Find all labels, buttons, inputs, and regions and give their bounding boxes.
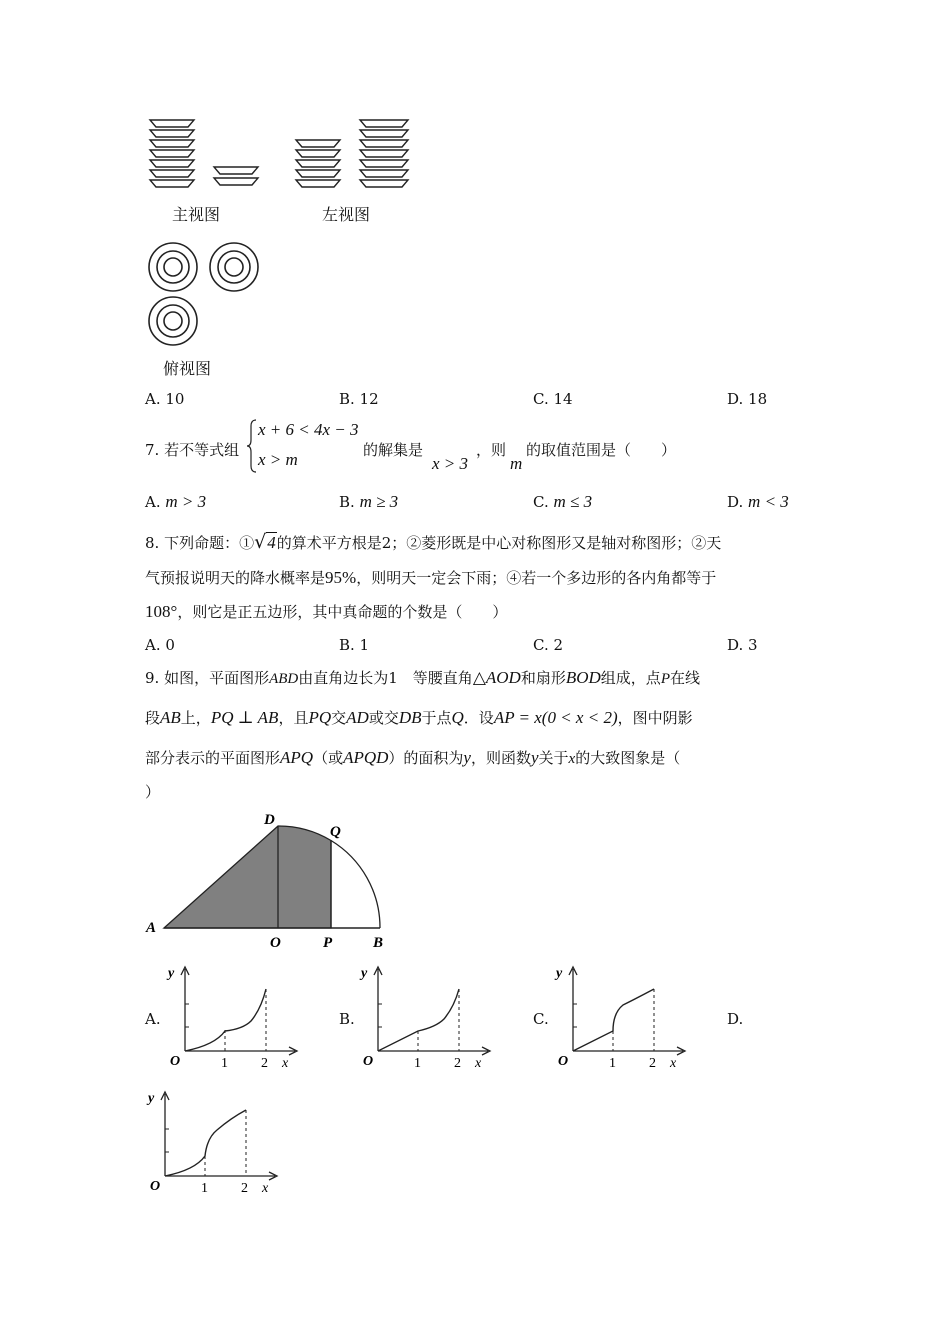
graph-tick-1: 1 (201, 1181, 208, 1196)
q8-line-3 (145, 602, 507, 622)
left-view-label: 左视图 (322, 205, 371, 224)
graph-y-label: y (168, 966, 175, 981)
q9-text: ，图中阴影 (617, 709, 693, 727)
q8-option-d: D. 3 (727, 636, 758, 654)
graph-tick-2: 2 (261, 1056, 268, 1071)
q9-line-2 (145, 708, 693, 728)
q8-percent: 95% (325, 568, 357, 587)
graph-x-label: x (282, 1056, 289, 1071)
q7-suffix: 的取值范围是（ ） (526, 441, 677, 459)
graph-option-b (358, 963, 493, 1075)
q7-prefix: 7. 若不等式组 (145, 441, 240, 459)
q8-sqrt-value: 4 (267, 533, 276, 552)
q6-option-b: B. 12 (339, 390, 379, 408)
fig-label-b: B (373, 935, 384, 951)
q9-text: 部分表示的平面图形 (145, 749, 281, 767)
fig-label-q: Q (330, 824, 341, 840)
q9-option-d-label: D. (727, 1010, 744, 1028)
q9-text: ，且 (278, 709, 309, 727)
q9-text: 9. 如图，平面图形 (145, 669, 270, 687)
q9-text: ．设 (463, 709, 494, 727)
graph-tick-2: 2 (241, 1181, 248, 1196)
q7-solution: x > 3 (432, 454, 469, 473)
q9-text: 交 (331, 709, 347, 727)
q6-option-d: D. 18 (727, 390, 768, 408)
q9-text: 上， (180, 709, 211, 727)
fig-label-d: D (264, 812, 275, 828)
top-view-label: 俯视图 (163, 359, 212, 378)
q9-option-b-label: B. (339, 1010, 355, 1028)
graph-origin-label: O (558, 1054, 569, 1069)
q9-x: x (568, 751, 576, 767)
q8-line-1-end: 的算术平方根是2；②菱形既是中心对称图形又是轴对称图形；②天 (276, 534, 722, 552)
q9-option-a-label: A. (145, 1010, 161, 1028)
q9-text: 或交 (368, 709, 399, 727)
graph-option-d (145, 1088, 280, 1200)
q9-q: Q (451, 708, 464, 727)
left-view-drawing (290, 112, 420, 194)
q9-ap-range: AP = x(0 < x < 2) (493, 708, 618, 727)
q8-option-b: B. 1 (339, 636, 370, 654)
fig-label-a: A (146, 920, 157, 936)
q7-option-d-expr: m < 3 (748, 492, 789, 511)
q7-option-c-label: C. (533, 493, 549, 511)
q8-option-a: A. 0 (145, 636, 175, 654)
q7-option-b-expr: m ≥ 3 (359, 492, 399, 511)
shaded-region (164, 826, 331, 928)
q7-inequality-1: x + 6 < 4x − 3 (258, 420, 359, 439)
q7-option-c-expr: m ≤ 3 (553, 492, 593, 511)
q8-line-1-start: 8. 下列命题：① (145, 534, 255, 552)
graph-tick-1: 1 (414, 1056, 421, 1071)
graph-y-label: y (361, 966, 368, 981)
q7-option-a-label: A. (145, 493, 161, 511)
sqrt-sign-icon: √ (254, 531, 267, 553)
graph-tick-1: 1 (221, 1056, 228, 1071)
q9-ab: AB (160, 708, 181, 727)
q9-bod: BOD (565, 668, 601, 687)
q9-p: P (660, 671, 670, 687)
q9-db: DB (398, 708, 422, 727)
graph-x-label: x (262, 1181, 269, 1196)
q9-text: 关于 (538, 749, 569, 767)
q9-text: ，则函数 (470, 749, 531, 767)
q9-line-1 (145, 668, 700, 689)
q9-text: 组成，点 (600, 669, 661, 687)
q8-line-1 (145, 532, 721, 553)
q7-variable: m (510, 454, 523, 473)
q9-figure (140, 808, 400, 953)
q9-option-c-label: C. (533, 1010, 549, 1028)
q7-option-a-expr: m > 3 (165, 492, 207, 511)
q7-option-b (339, 492, 398, 512)
top-view-drawing (145, 240, 265, 350)
q7-option-d-label: D. (727, 493, 744, 511)
q7-option-b-label: B. (339, 493, 355, 511)
q7-option-d (727, 492, 789, 512)
graph-origin-label: O (363, 1054, 374, 1069)
q8-line-3-end: ，则它是正五边形，其中真命题的个数是（ ） (177, 603, 508, 621)
front-view-drawing (140, 112, 270, 194)
graph-tick-1: 1 (609, 1056, 616, 1071)
graph-y-label: y (556, 966, 563, 981)
q8-line-2 (145, 568, 716, 588)
q9-perp: PQ ⊥ AB (210, 708, 279, 727)
q8-line-2-end: ，则明天一定会下雨；④若一个多边形的各内角都等于 (356, 569, 717, 587)
q6-option-a: A. 10 (145, 390, 185, 408)
graph-x-label: x (670, 1056, 677, 1071)
q9-y: y (463, 748, 471, 767)
q9-aod: △AOD (472, 668, 521, 687)
q9-text: 的大致图象是（ (575, 749, 681, 767)
q9-pq: PQ (308, 708, 332, 727)
fig-label-p: P (323, 935, 333, 951)
graph-option-c (553, 963, 688, 1075)
graph-option-a (165, 963, 300, 1075)
q9-text: 段 (145, 709, 161, 727)
fig-label-o: O (270, 935, 281, 951)
graph-y-label: y (148, 1091, 155, 1106)
q8-line-2-start: 气预报说明天的降水概率是 (145, 569, 326, 587)
q7-mid2: ，则 (476, 441, 507, 459)
graph-tick-2: 2 (454, 1056, 461, 1071)
q9-text: （或 (313, 749, 344, 767)
q7-option-c (533, 492, 592, 512)
graph-origin-label: O (150, 1179, 161, 1194)
q8-option-c: C. 2 (533, 636, 564, 654)
q7-option-a (145, 492, 206, 512)
front-view-label: 主视图 (172, 205, 221, 224)
q7-inequality-2: x > m (258, 450, 298, 469)
q9-text: 于点 (421, 709, 452, 727)
q9-line-3 (145, 748, 680, 769)
q9-apqd: APQD (343, 748, 389, 767)
q9-y2: y (530, 748, 539, 767)
q9-ad: AD (346, 708, 369, 727)
q9-text: ）的面积为 (388, 749, 464, 767)
q9-line-4: ） (145, 783, 161, 801)
graph-x-label: x (475, 1056, 482, 1071)
q9-text: 和扇形 (520, 669, 566, 687)
q9-text: 由直角边长为1 等腰直角 (298, 669, 473, 687)
q6-option-c: C. 14 (533, 390, 573, 408)
graph-origin-label: O (170, 1054, 181, 1069)
q8-degree: 108° (145, 602, 178, 621)
q9-abd: ABD (269, 671, 299, 687)
arc-db (331, 841, 380, 929)
q7-brace (246, 418, 258, 474)
q9-apq: APQ (280, 748, 314, 767)
graph-tick-2: 2 (649, 1056, 656, 1071)
q7-mid1: 的解集是 (363, 441, 424, 459)
q9-text: 在线 (669, 669, 700, 687)
